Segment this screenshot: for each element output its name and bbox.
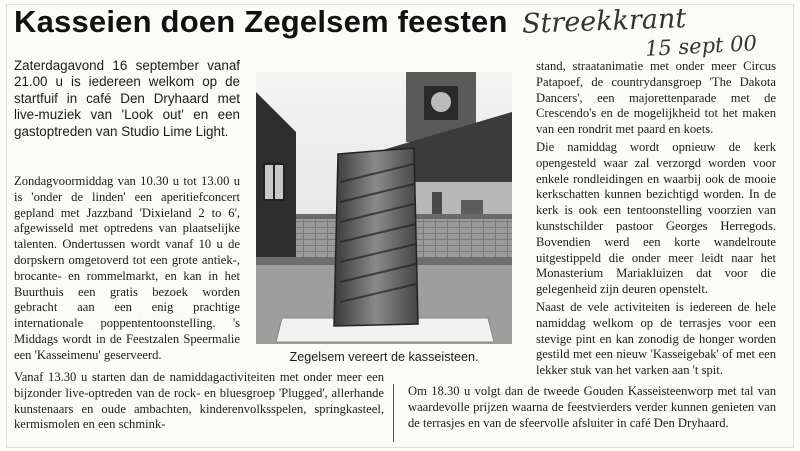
- cobblestone-monument-photo: [256, 72, 512, 344]
- article-paragraph: Naast de vele activiteiten is iedereen de hele namiddag welkom op de terrasjes voor een stevige pint en kan zonodig de honger worden gestild met een nieuw 'Kasseigebak' of met een lekker stuk van het varken aan 't spit.: [536, 299, 776, 378]
- handwritten-source-note: Streekkrant: [521, 3, 687, 40]
- article-column-left-continued: [14, 370, 384, 435]
- column-divider: [393, 384, 394, 442]
- article-paragraph: Die namiddag wordt opnieuw de kerk opengesteld waar zal verzorgd worden voor enkele rondleidingen en waarbij ook de mooie kerkschatten kunnen bezichtigd worden. In de kerk is ook een tentoonstelling voorzien van kunstschilder pastoor Georges Herregods. Bovendien werd een korte wandelroute uitgestippeld die onder meer leidt naar het Monasterium Mariakluizen dat voor die gelegenheid zijn deuren openstelt.: [536, 139, 776, 297]
- article-paragraph: Vanaf 13.30 u starten dan de namiddagactiviteiten met onder meer een bijzonder live-optreden van de rock- en bluesgroep 'Plugged', allerhande kunstenaars en oude ambachten, kinderenvolksspelen, springkasteel, kermismolen en een schmink-: [14, 370, 384, 432]
- handwritten-date-note: 15 sept 00: [644, 31, 758, 61]
- article-photo: [256, 72, 512, 344]
- article-paragraph: stand, straatanimatie met onder meer Circus Patapoef, de countrydansgroep 'The Dakota Dancers', een majorettenparade met de Crescendo's en de mogelijkheid tot het maken van een rondrit met paard en koets.: [536, 59, 776, 137]
- article-lead: Zaterdagavond 16 september vanaf 21.00 u is iedereen welkom op de startfuif in café Den Dryhaard met live-muziek van 'Look out' en een gastoptreden van Studio Lime Light.: [14, 58, 240, 139]
- article-column-right: [536, 59, 776, 381]
- article-column-bottom-right: [408, 384, 776, 433]
- article-column-left: [14, 174, 240, 366]
- article-headline: Kasseien doen Zegelsem feesten: [14, 4, 508, 39]
- photo-caption: Zegelsem vereert de kasseisteen.: [256, 344, 512, 370]
- article-paragraph: Om 18.30 u volgt dan de tweede Gouden Kasseisteenworp met tal van waardevolle prijzen waarna de feestvierders verder kunnen genieten van de terrasjes en van de sfeervolle afsluiter in café Den Dryhaard.: [408, 384, 776, 430]
- article-paragraph: Zondagvoormiddag van 10.30 u tot 13.00 u is 'onder de linden' een aperitiefconcert gepland met Jazzband 'Dixieland 2 to 6', afgewisseld met optredens van plaatselijke talenten. Ondertussen wordt vanaf 10 u de dorpskern omgetoverd tot een grote antiek-, brocante- en rommelmarkt, en kan in het Buurthuis een gratis bezoek worden gebracht aan een enig prachtige internationale poppententoonstelling. 's Middags wordt in de Feestzalen Speermalie een 'Kasseimenu' geserveerd.: [14, 174, 240, 362]
